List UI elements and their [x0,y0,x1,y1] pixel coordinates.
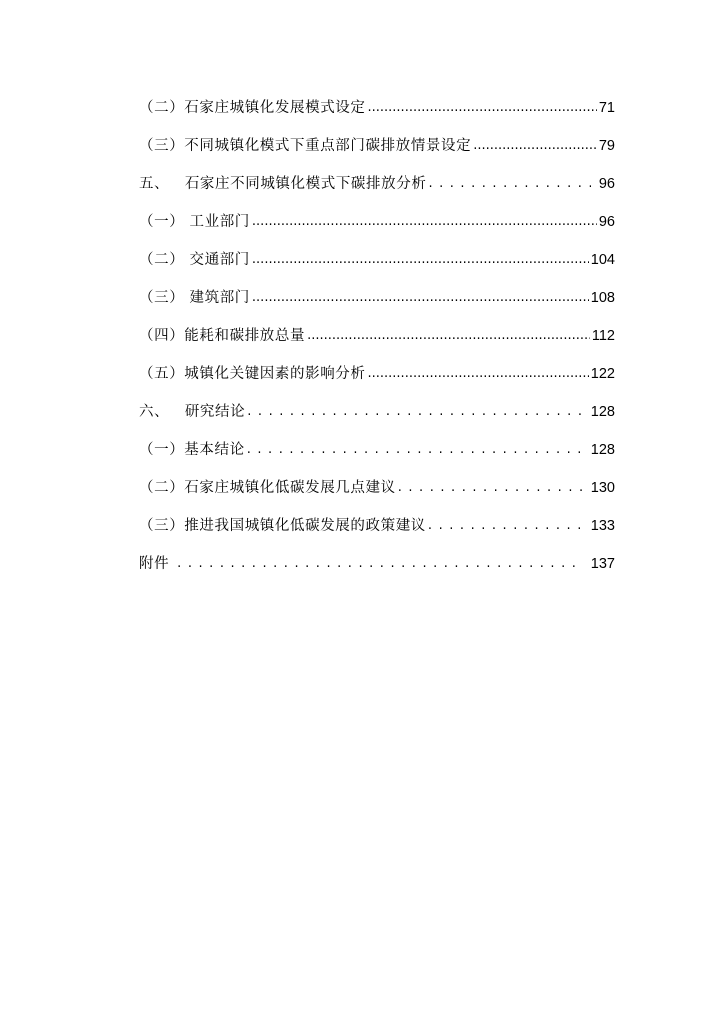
toc-entry[interactable] [139,362,615,400]
toc-entry[interactable] [139,438,615,476]
toc-entry-page: 71 [598,100,615,116]
toc-entry[interactable] [139,286,615,324]
toc-entry[interactable] [139,172,615,210]
dot-leader [428,175,590,191]
toc-entry-page: 137 [590,556,615,572]
dot-leader [252,289,589,305]
toc-entry-page: 128 [590,442,615,458]
toc-entry-title: （二）石家庄城镇化低碳发展几点建议 [139,480,396,496]
dot-leader [307,327,590,343]
toc-entry-title: 五、 石家庄不同城镇化模式下碳排放分析 [139,176,427,192]
toc-entry[interactable] [139,476,615,514]
toc-entry[interactable] [139,96,615,134]
toc-entry[interactable] [139,552,615,590]
toc-entry-page: 104 [590,252,615,268]
dot-leader [177,555,583,571]
dot-leader [428,517,583,533]
toc-entry-page: 128 [590,404,615,420]
dot-leader [368,365,589,381]
toc-entry-title: （二） 交通部门 [139,252,250,268]
toc-entry-title: 附件 [139,556,170,572]
toc-entry[interactable] [139,248,615,286]
dot-leader [368,99,597,115]
toc-entry[interactable] [139,514,615,552]
toc-entry-title: （五）城镇化关键因素的影响分析 [139,366,366,382]
toc-entry-page: 96 [598,176,615,192]
dot-leader [252,251,589,267]
dot-leader [247,403,583,419]
dot-leader [252,213,597,229]
toc-entry[interactable] [139,134,615,172]
toc-entry-title: 六、 研究结论 [139,404,246,420]
toc-entry-title: （三） 建筑部门 [139,290,250,306]
toc-entry-page: 130 [590,480,615,496]
toc-entry-page: 122 [590,366,615,382]
dot-leader [247,441,583,457]
toc-entry-page: 79 [598,138,615,154]
toc-entry[interactable] [139,400,615,438]
toc-entry-title: （四）能耗和碳排放总量 [139,328,306,344]
toc-entry-title: （二）石家庄城镇化发展模式设定 [139,100,366,116]
toc-entry-title: （三）不同城镇化模式下重点部门碳排放情景设定 [139,138,472,154]
toc-entry-title: （三）推进我国城镇化低碳发展的政策建议 [139,518,426,534]
dot-leader [398,479,583,495]
toc-entry-page: 108 [590,290,615,306]
toc-entry-title: （一） 工业部门 [139,214,250,230]
toc-entry[interactable] [139,324,615,362]
toc-entry-page: 96 [598,214,615,230]
toc-entry-title: （一）基本结论 [139,442,245,458]
toc-entry-page: 112 [591,328,615,344]
toc-entry[interactable] [139,210,615,248]
dot-leader [473,137,597,153]
table-of-contents [139,96,615,590]
toc-entry-page: 133 [590,518,615,534]
